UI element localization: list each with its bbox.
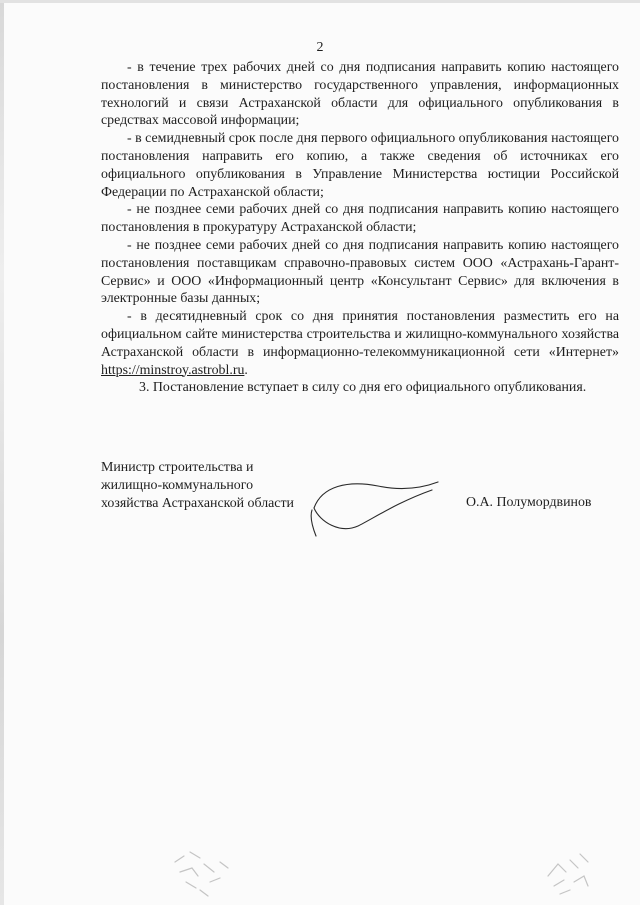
faded-stamp-mark (170, 842, 240, 902)
paragraph: - не позднее семи рабочих дней со дня подписания направить копию настоящего постановления в прокуратуру Астраханской области; (101, 202, 619, 236)
closing-paragraph: 3. Постановление вступает в силу со дня его официального опубликования. (139, 380, 587, 396)
handwritten-signature (310, 478, 450, 540)
page-number: 2 (316, 40, 324, 55)
document-body (101, 59, 619, 397)
signatory-title-line: хозяйства Астраханской области (101, 495, 294, 511)
signatory-title-line: Министр строительства и (101, 460, 254, 475)
signatory-name: О.А. Полумордвинов (466, 495, 592, 510)
paragraph-text: - в десятидневный срок со дня принятия постановления разместить его на официальном сайте министерства строительства и жилищно-коммунального хозяйства Астраханской области в информационно-телекоммуникационной сети «Интернет» (101, 309, 619, 360)
signatory-title-line: жилищно-коммунального (101, 477, 254, 493)
scan-edge (0, 0, 4, 905)
scan-top-edge (0, 0, 640, 3)
paragraph: - в семидневный срок после дня первого официального опубликования настоящего постановления направить его копию, а также сведения об источниках его официального опубликования в Управление Министерства юстиции Российской Федерации по Астраханской области; (101, 131, 619, 200)
faded-stamp-mark (540, 842, 600, 902)
paragraph-text-end: . (244, 362, 248, 378)
signatory-title (101, 459, 294, 512)
paragraph: - не позднее семи рабочих дней со дня подписания направить копию настоящего постановления поставщикам справочно-правовых систем ООО «Астрахань-Гарант-Сервис» и ООО «Информационный центр «Консультант Сервис» для включения в электронные базы данных; (101, 237, 619, 307)
website-link[interactable]: https://minstroy.astrobl.ru (101, 362, 245, 378)
paragraph (101, 308, 619, 379)
paragraph: - в течение трех рабочих дней со дня подписания направить копию настоящего постановления в министерство государственного управления, информационных технологий и связи Астраханской области для официального опубликования в средствах массовой информации; (101, 60, 619, 129)
